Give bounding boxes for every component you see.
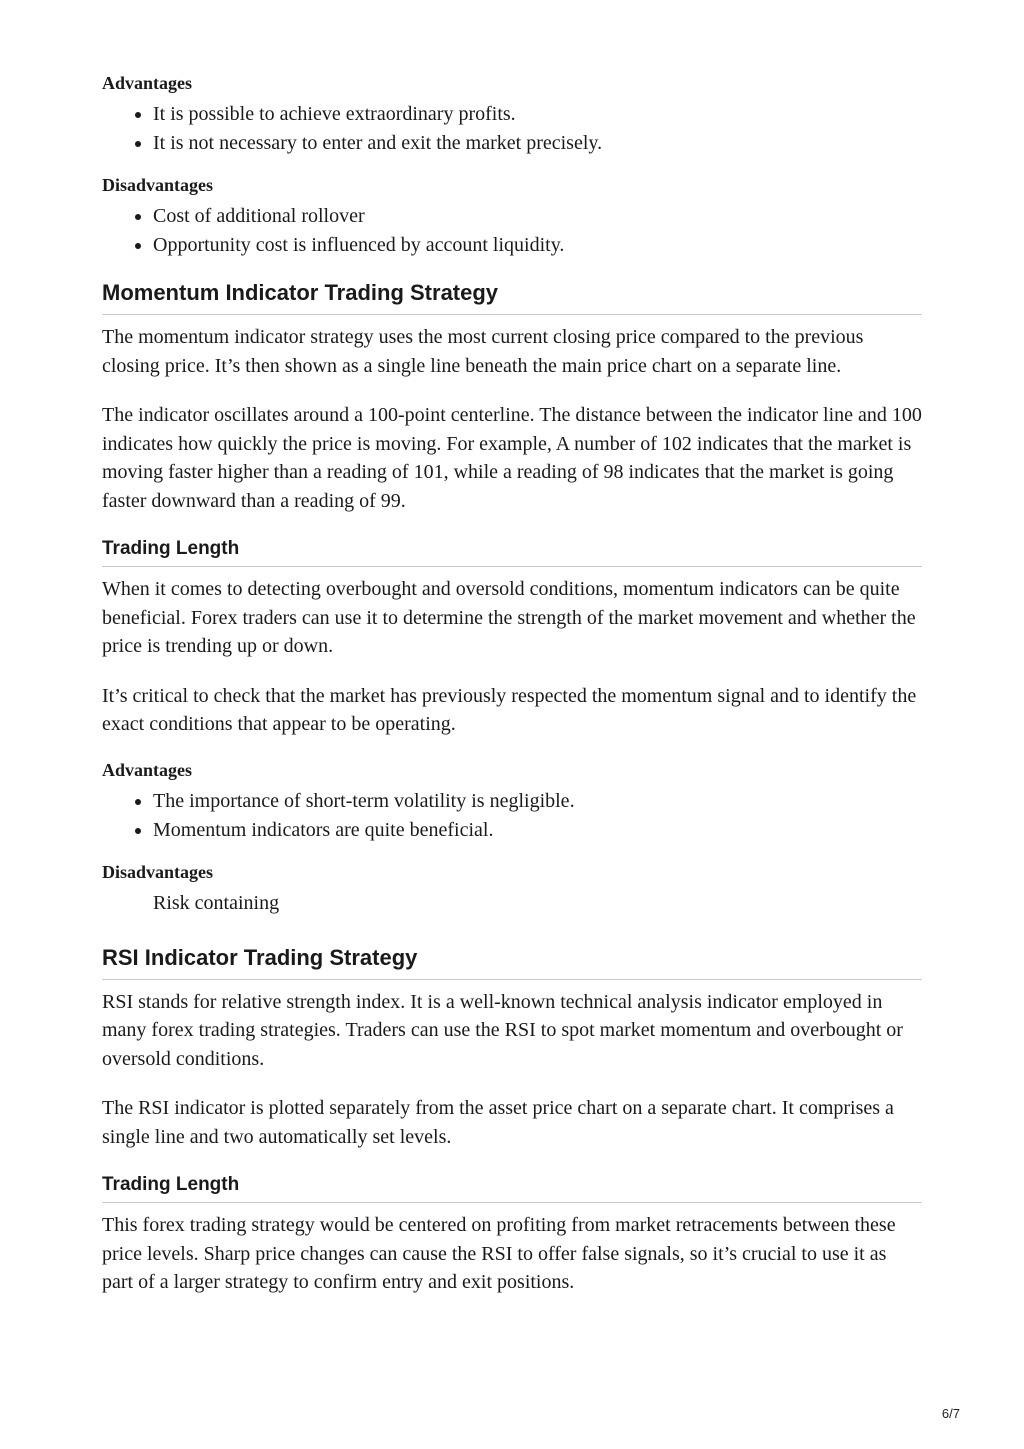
disadvantages-label: Disadvantages (102, 175, 214, 195)
list-item: Risk containing (153, 891, 280, 914)
list-item: • Cost of additional rollover (153, 202, 922, 231)
momentum-trading-length-title: Trading Length (102, 536, 922, 567)
page-number: 6/7 (941, 1406, 960, 1421)
list-item: • It is possible to achieve extraordinary profits. (153, 100, 922, 129)
momentum-trading-length-paragraph: It’s critical to check that the market has previously respected the momentum signal and to identify the exact conditions that appear to be operating. (102, 684, 917, 735)
list-item: • The importance of short-term volatility is negligible. (153, 787, 922, 816)
momentum-section-title: Momentum Indicator Trading Strategy (102, 278, 922, 315)
document-page (102, 70, 922, 1318)
disadvantages-list (102, 202, 922, 260)
rsi-trading-length-paragraph: This forex trading strategy would be centered on profiting from market retracements between these price levels. Sharp price changes can cause the RSI to offer false signals, so it’s crucial to use it as part of a larger strategy to confirm entry and exit positions. (102, 1214, 896, 1293)
rsi-paragraph: RSI stands for relative strength index. It is a well-known technical analysis indicator employed in many forex trading strategies. Traders can use the RSI to spot market momentum and overbought or oversold conditions. (102, 990, 903, 1070)
list-item: • Momentum indicators are quite beneficial. (153, 816, 922, 845)
momentum-paragraph: The indicator oscillates around a 100-point centerline. The distance between the indicator line and 100 indicates how quickly the price is moving. For example, A number of 102 indicates that the market is moving faster higher than a reading of 101, while a reading of 98 indicates that the market is going faster downward than a reading of 99. (102, 404, 922, 512)
rsi-section-title: RSI Indicator Trading Strategy (102, 943, 922, 980)
disadvantages-label: Disadvantages (102, 861, 214, 882)
advantages-label: Advantages (102, 73, 193, 93)
advantages-list (102, 787, 922, 845)
advantages-label: Advantages (102, 759, 193, 780)
momentum-paragraph: The momentum indicator strategy uses the most current closing price compared to the previous closing price. It’s then shown as a single line beneath the main price chart on a separate line. (102, 326, 864, 377)
list-item: • Opportunity cost is influenced by account liquidity. (153, 231, 922, 260)
list-item: • It is not necessary to enter and exit the market precisely. (153, 129, 922, 158)
rsi-paragraph: The RSI indicator is plotted separately from the asset price chart on a separate chart. It comprises a single line and two automatically set levels. (102, 1097, 894, 1148)
rsi-trading-length-title: Trading Length (102, 1172, 922, 1203)
momentum-trading-length-paragraph: When it comes to detecting overbought and oversold conditions, momentum indicators can be quite beneficial. Forex traders can use it to determine the strength of the market movement and whether the price is trending up or down. (102, 578, 916, 657)
advantages-list (102, 100, 922, 158)
